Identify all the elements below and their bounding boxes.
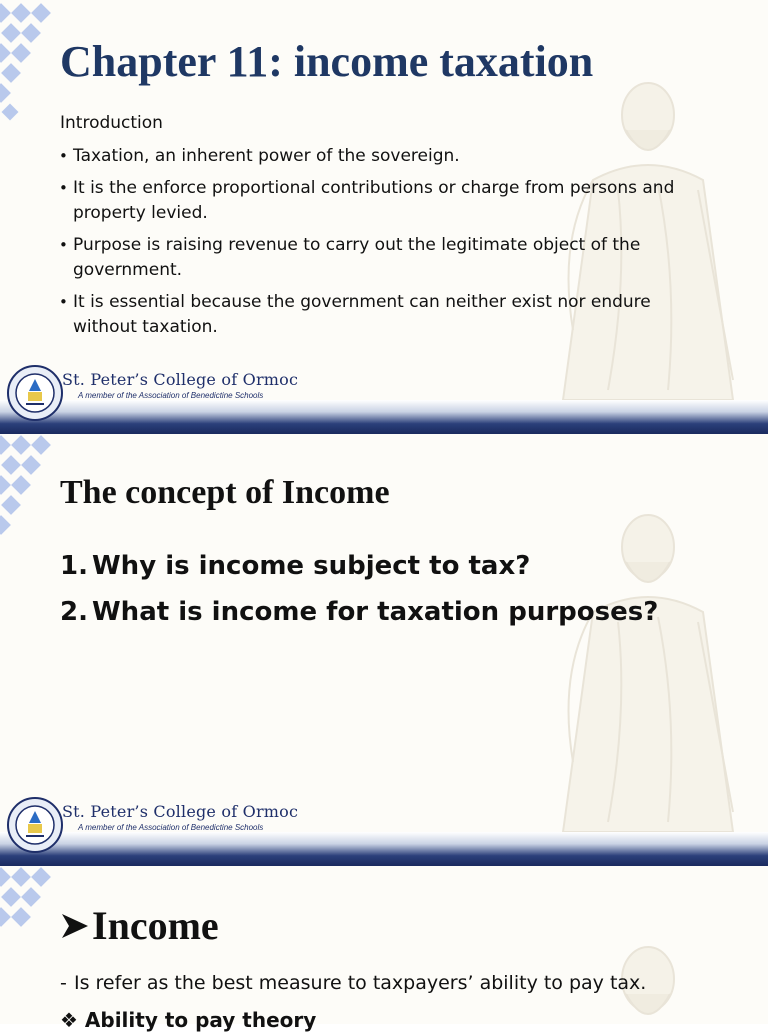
footer-band (0, 832, 768, 866)
footer-band (0, 400, 768, 434)
question-number: 2. (60, 597, 88, 627)
question-list (60, 551, 658, 643)
slide-title: Chapter 11: income taxation (60, 37, 594, 86)
section-heading: Introduction (60, 113, 163, 133)
arrow-bullet-icon (60, 912, 90, 940)
question-item (60, 551, 658, 597)
bullet-item: • Taxation, an inherent power of the sovereign. (58, 144, 698, 169)
bullet-item: • It is essential because the government can neither exist nor endure without taxation. (58, 290, 698, 340)
college-tagline: A member of the Association of Benedictine Schools (78, 391, 264, 400)
college-footer (0, 788, 768, 866)
bullet-item: • It is the enforce proportional contributions or charge from persons and property levied. (58, 176, 698, 226)
college-tagline: A member of the Association of Benedictine Schools (78, 823, 264, 832)
college-footer (0, 356, 768, 434)
college-seal-icon (6, 796, 64, 854)
question-text: Why is income subject to tax? (92, 551, 531, 581)
slide-title: The concept of Income (60, 474, 390, 511)
slide-title: Income (92, 903, 219, 948)
college-name: St. Peter’s College of Ormoc (62, 802, 299, 821)
question-number: 1. (60, 551, 88, 581)
question-item (60, 597, 658, 643)
question-text: What is income for taxation purposes? (92, 597, 659, 627)
description-text: - Is refer as the best measure to taxpayers’ ability to pay tax. (60, 972, 647, 994)
college-seal-icon (6, 364, 64, 422)
bullet-list (58, 144, 698, 347)
bullet-item: • Purpose is raising revenue to carry out the legitimate object of the government. (58, 233, 698, 283)
college-name: St. Peter’s College of Ormoc (62, 370, 299, 389)
subheading-text: ❖ Ability to pay theory (60, 1008, 317, 1032)
description-body: Is refer as the best measure to taxpayers’ ability to pay tax. (74, 972, 647, 994)
